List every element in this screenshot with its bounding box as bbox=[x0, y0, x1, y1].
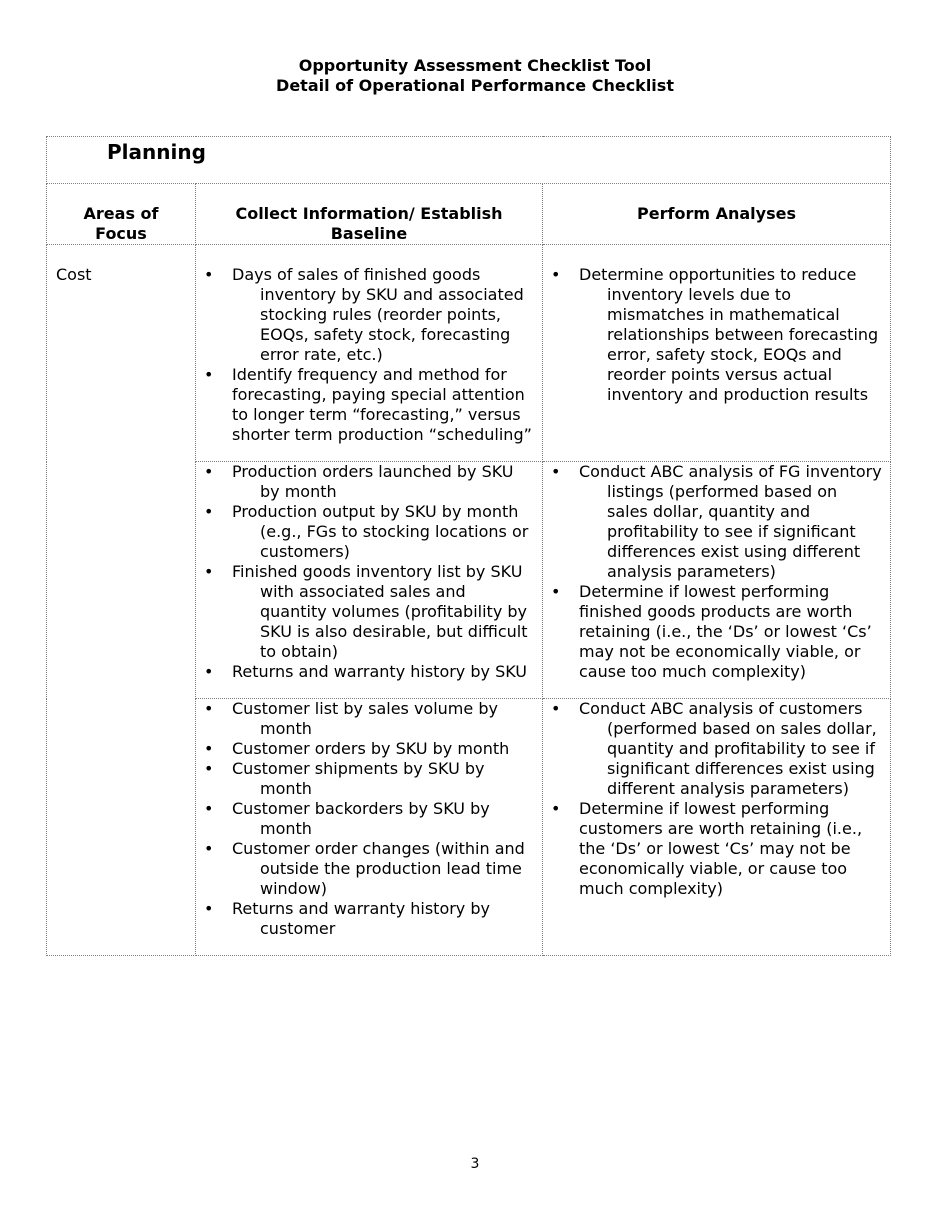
column-header-collect: Collect Information/ Establish Baseline bbox=[196, 184, 543, 245]
collect-list bbox=[204, 265, 534, 445]
list-item bbox=[204, 699, 534, 739]
header-row bbox=[47, 184, 891, 245]
perform-cell bbox=[543, 245, 891, 462]
list-item bbox=[204, 365, 534, 445]
list-item bbox=[551, 699, 882, 799]
list-item bbox=[204, 462, 534, 502]
list-item bbox=[204, 899, 534, 939]
document-title: Opportunity Assessment Checklist Tool bbox=[298, 56, 652, 75]
document-subtitle: Detail of Operational Performance Checklist bbox=[276, 76, 674, 95]
list-item-text: • Days of sales of finished goods inventory by SKU and associated stocking rules (reorder points, EOQs, safety stock, forecasting error rate, etc.) bbox=[232, 265, 524, 364]
list-item-text: • Customer orders by SKU by month bbox=[232, 739, 510, 758]
perform-list bbox=[551, 462, 882, 682]
list-item bbox=[204, 839, 534, 899]
list-item bbox=[204, 759, 534, 799]
list-item-text: • Returns and warranty history by customer bbox=[232, 899, 490, 938]
list-item bbox=[204, 265, 534, 365]
column-header-areas: Areas of Focus bbox=[47, 184, 196, 245]
list-item-text: • Customer list by sales volume by month bbox=[232, 699, 498, 738]
list-item-text: • Conduct ABC analysis of FG inventory listings (performed based on sales dollar, quantity and profitability to see if significant differences exist using different analysis parameters) bbox=[579, 462, 882, 581]
list-item-text: • Customer order changes (within and outside the production lead time window) bbox=[232, 839, 525, 898]
list-item bbox=[551, 799, 882, 899]
list-item-text: • Returns and warranty history by SKU bbox=[232, 662, 527, 681]
column-header-perform: Perform Analyses bbox=[543, 184, 891, 245]
list-item-text: • Production output by SKU by month (e.g., FGs to stocking locations or customers) bbox=[232, 502, 529, 561]
perform-cell bbox=[543, 699, 891, 956]
checklist-table bbox=[46, 136, 891, 956]
list-item-text: Determine if lowest performing finished goods products are worth retaining (i.e., the ‘Ds’ or lowest ‘Cs’ may not be economically viable, or cause too much complexity) bbox=[579, 582, 872, 681]
document-header bbox=[0, 56, 950, 96]
list-item-text: • Conduct ABC analysis of customers (performed based on sales dollar, quantity and profitability to see if significant differences exist using different analysis parameters) bbox=[579, 699, 877, 798]
area-of-focus: Cost bbox=[47, 245, 196, 956]
list-item bbox=[204, 562, 534, 662]
table-row bbox=[47, 245, 891, 462]
list-item-text: • Customer shipments by SKU by month bbox=[232, 759, 485, 798]
collect-cell bbox=[196, 462, 543, 699]
list-item-text: • Determine opportunities to reduce inventory levels due to mismatches in mathematical relationships between forecasting error, safety stock, EOQs and reorder points versus actual inventory and production results bbox=[579, 265, 879, 404]
list-item-text: Determine if lowest performing customers are worth retaining (i.e., the ‘Ds’ or lowest ‘Cs’ may not be economically viable, or cause too much complexity) bbox=[579, 799, 863, 898]
list-item-text: • Customer backorders by SKU by month bbox=[232, 799, 490, 838]
list-item bbox=[204, 739, 534, 759]
section-row bbox=[47, 137, 891, 184]
page-number: 3 bbox=[470, 1156, 480, 1172]
list-item bbox=[551, 265, 882, 405]
list-item-text: • Finished goods inventory list by SKU with associated sales and quantity volumes (profitability by SKU is also desirable, but difficult to obtain) bbox=[232, 562, 528, 661]
collect-cell bbox=[196, 699, 543, 956]
list-item-text: Identify frequency and method for forecasting, paying special attention to longer term “forecasting,” versus shorter term production “scheduling” bbox=[232, 365, 532, 444]
collect-list bbox=[204, 699, 534, 939]
collect-cell bbox=[196, 245, 543, 462]
list-item-text: • Production orders launched by SKU by month bbox=[232, 462, 514, 501]
list-item bbox=[551, 462, 882, 582]
list-item bbox=[204, 502, 534, 562]
list-item bbox=[204, 799, 534, 839]
list-item bbox=[551, 582, 882, 682]
perform-cell bbox=[543, 462, 891, 699]
list-item bbox=[204, 662, 534, 682]
perform-list bbox=[551, 265, 882, 405]
perform-list bbox=[551, 699, 882, 899]
section-title: Planning bbox=[107, 140, 206, 164]
section-cell bbox=[47, 137, 891, 184]
collect-list bbox=[204, 462, 534, 682]
